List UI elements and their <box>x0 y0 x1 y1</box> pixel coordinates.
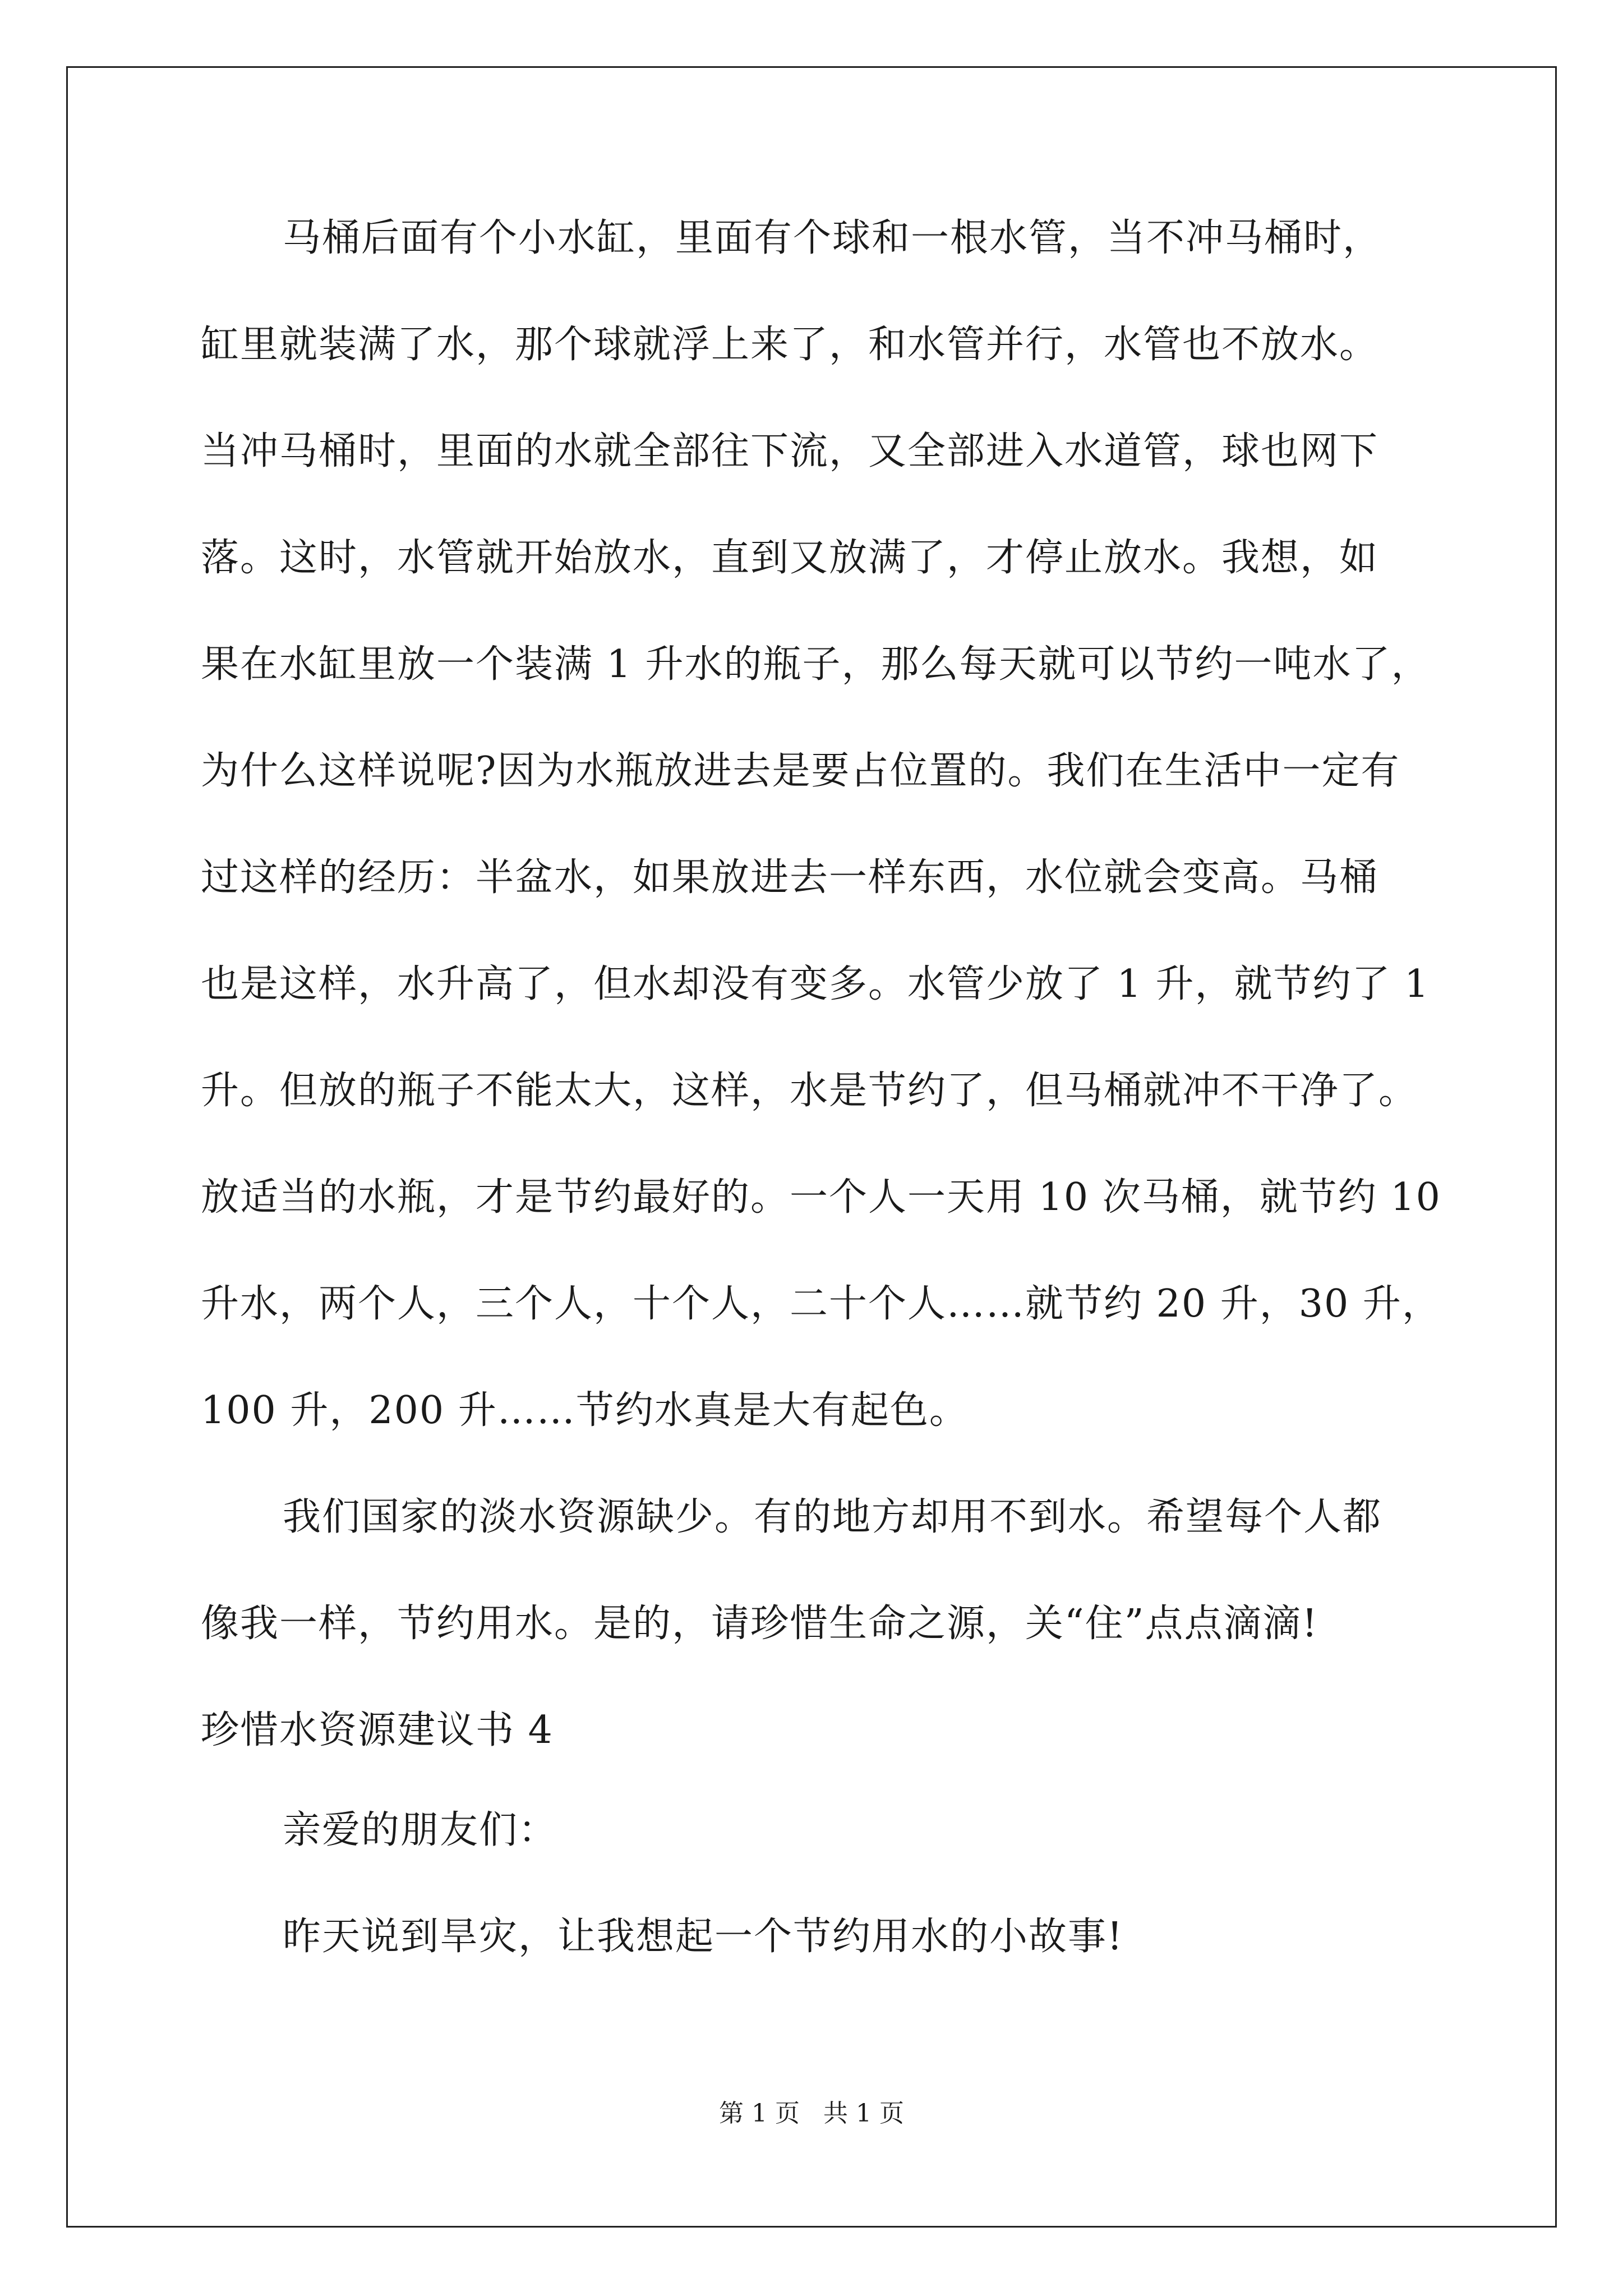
page-number-footer: 第 1 页 共 1 页 <box>719 2099 904 2128</box>
paragraph-line: 昨天说到旱灾，让我想起一个节约用水的小故事! <box>283 1915 1124 1959</box>
paragraph-line: 马桶后面有个小水缸，里面有个球和一根水管，当不冲马桶时， <box>283 216 1382 260</box>
paragraph-line: 缸里就装满了水，那个球就浮上来了，和水管并行，水管也不放水。 <box>201 323 1379 367</box>
paragraph-line: 当冲马桶时，里面的水就全部往下流，又全部进入水道管，球也网下 <box>201 429 1379 473</box>
paragraph-line: 落。这时，水管就开始放水，直到又放满了，才停止放水。我想，如 <box>201 536 1379 580</box>
paragraph-line: 升。但放的瓶子不能太大，这样，水是节约了，但马桶就冲不干净了。 <box>201 1069 1418 1113</box>
paragraph-line: 我们国家的淡水资源缺少。有的地方却用不到水。希望每个人都 <box>283 1495 1382 1539</box>
paragraph-line: 放适当的水瓶，才是节约最好的。一个人一天用 10 次马桶，就节约 10 <box>201 1175 1441 1220</box>
salutation: 亲爱的朋友们： <box>283 1808 558 1852</box>
paragraph-line: 也是这样，水升高了，但水却没有变多。水管少放了 1 升，就节约了 1 <box>201 962 1430 1006</box>
paragraph-line: 果在水缸里放一个装满 1 升水的瓶子，那么每天就可以节约一吨水了， <box>201 642 1431 687</box>
document-body <box>201 210 1441 2016</box>
paragraph-line: 像我一样，节约用水。是的，请珍惜生命之源，关“住”点点滴滴! <box>201 1602 1318 1646</box>
section-heading: 珍惜水资源建议书 4 <box>201 1708 554 1752</box>
paragraph-line: 100 升，200 升……节约水真是大有起色。 <box>201 1388 969 1433</box>
paragraph-line: 为什么这样说呢?因为水瓶放进去是要占位置的。我们在生活中一定有 <box>201 749 1400 793</box>
paragraph-line: 升水，两个人，三个人，十个人，二十个人……就节约 20 升，30 升， <box>201 1282 1441 1326</box>
paragraph-line: 过这样的经历：半盆水，如果放进去一样东西，水位就会变高。马桶 <box>201 855 1379 900</box>
